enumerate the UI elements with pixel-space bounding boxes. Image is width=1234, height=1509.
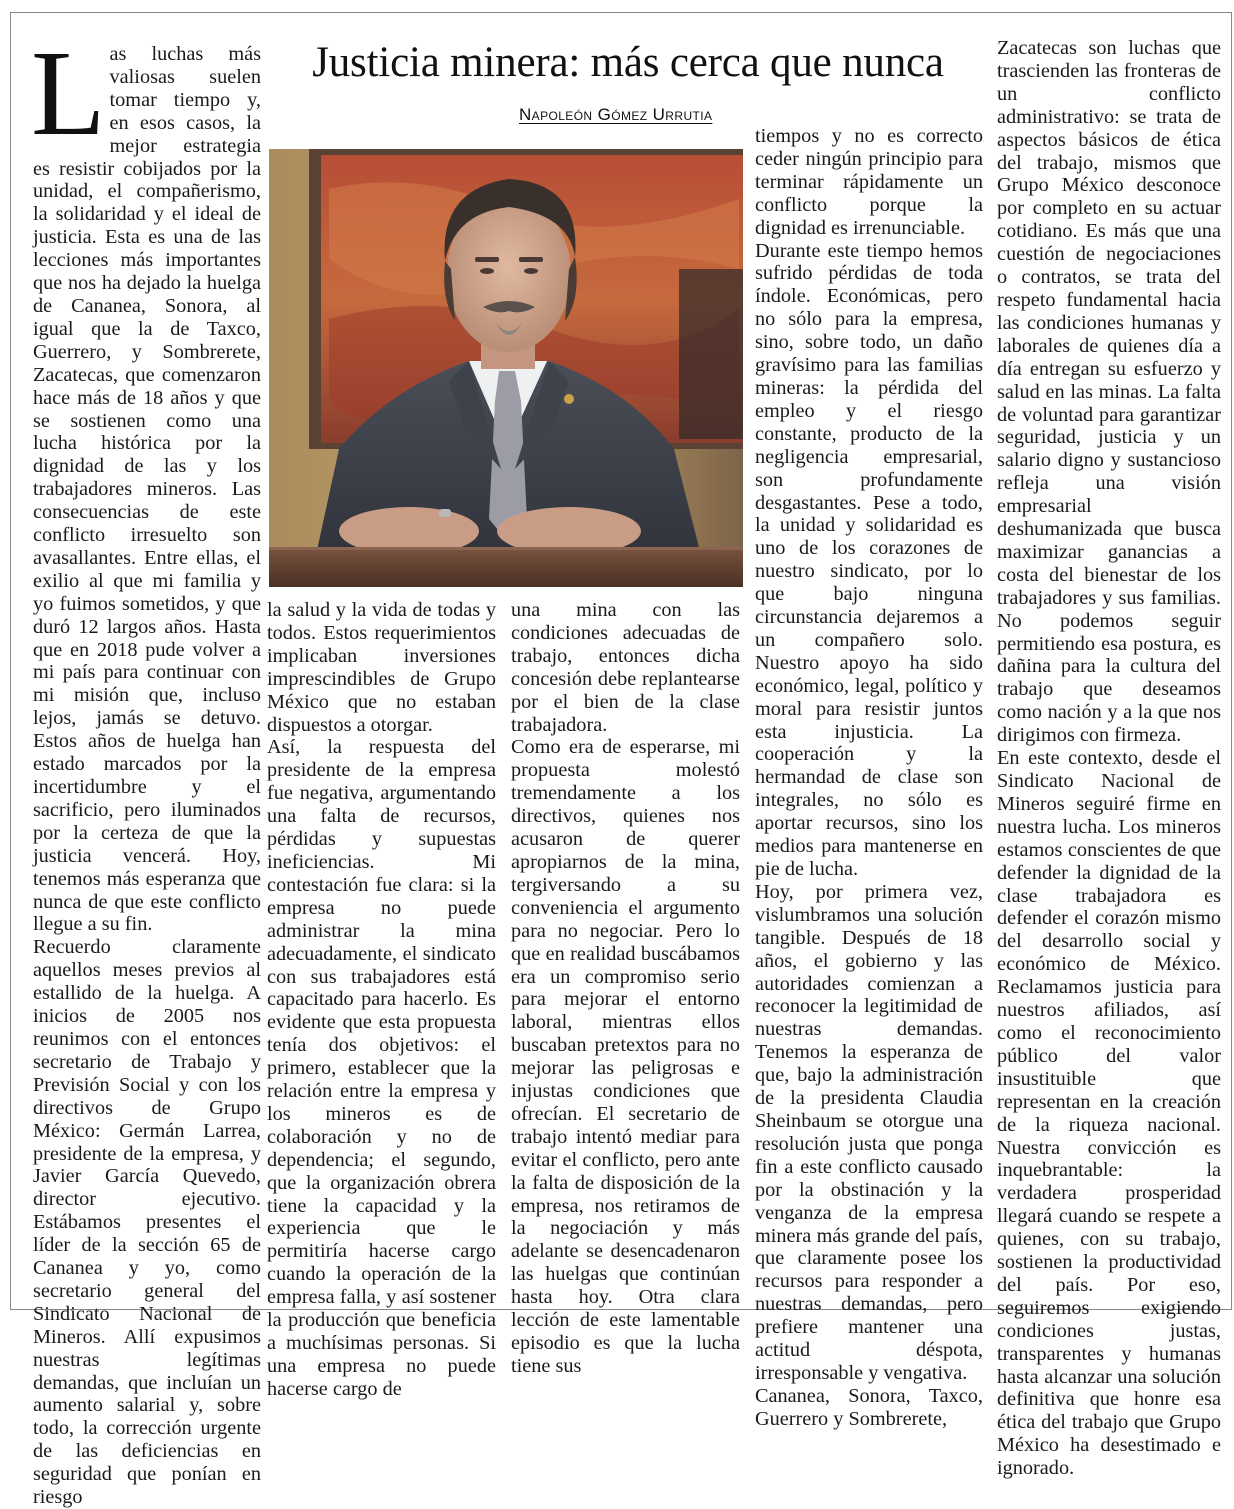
- paragraph: Como era de esperarse, mi propuesta molestó tremendamente a los directivos, quienes nos acusaron de querer apropiarnos de la mina, tergiversando a su conveniencia el argumento para no negociar. Pero lo que en realidad buscábamos era un compromiso serio para mejorar el entorno laboral, mientras ellos buscaban pretextos para no mejorar las peligrosas e injustas condiciones que ofrecían. El secretario de trabajo intentó mediar para evitar el conflicto, pero ante la falta de disposición de la empresa, nos retiramos de la negociación y más adelante se desencadenaron las huelgas que continúan hasta hoy. Otra clara lección de este lamentable episodio es que la lucha tiene sus: [511, 736, 740, 1377]
- paragraph: Durante este tiempo hemos sufrido pérdidas de toda índole. Económicas, pero no sólo para la empresa, sino, sobre todo, un daño gravísimo para las familias mineras: la pérdida del empleo y el riesgo constante, producto de la negligencia empresarial, son profundamente desgastantes. Pese a todo, la unidad y solidaridad es uno de los corazones de nuestro sindicato, por lo que bajo ninguna circunstancia dejaremos a un compañero solo. Nuestro apoyo ha sido económico, legal, político y moral para resistir juntos esta injusticia. La cooperación y la hermandad de clase son integrales, no sólo es aportar recursos, sino los medios para mantenerse en pie de lucha.: [755, 239, 983, 880]
- paragraph: la salud y la vida de todas y todos. Estos requerimientos implicaban inversiones imprescindibles de Grupo México que no estaban dispuestos a otorgar.: [267, 599, 496, 736]
- paragraph: Hoy, por primera vez, vislumbramos una solución tangible. Después de 18 años, el gobierno y las autoridades comienzan a reconocer la legitimidad de nuestras demandas. Tenemos la esperanza de que, bajo la administración de la presidenta Claudia Sheinbaum se otorgue una resolución justa que ponga fin a este conflicto causado por la obstinación y la venganza de la empresa minera más grande del país, que claramente posee los recursos para responder a nuestras demandas, pero prefiere mantener una actitud déspota, irresponsable y vengativa.: [755, 880, 983, 1384]
- paragraph: tiempos y no es correcto ceder ningún principio para terminar rápidamente un conflicto porque la dignidad es irrenunciable.: [755, 125, 983, 239]
- article-column-2: [267, 599, 496, 1400]
- article-column-3: [511, 599, 740, 1377]
- paragraph: Cananea, Sonora, Taxco, Guerrero y Sombrerete,: [755, 1384, 983, 1430]
- paragraph: En este contexto, desde el Sindicato Nacional de Mineros seguiré firme en nuestra lucha. Los mineros estamos conscientes de que defender la dignidad de la clase trabajadora es defender el corazón mismo del desarrollo social y económico de México. Reclamamos justicia para nuestros afiliados, así como el reconocimiento público del valor insustituible que representan en la creación de la riqueza nacional. Nuestra convicción es inquebrantable: la verdadera prosperidad llegará cuando se respete a quienes, con su trabajo, sostienen la productividad del país. Por eso, seguiremos exigiendo condiciones justas, transparentes y humanas hasta alcanzar una solución definitiva que honre esa ética del trabajo que Grupo México ha desestimado e ignorado.: [997, 747, 1221, 1480]
- article-title: Justicia minera: más cerca que nunca: [312, 39, 944, 86]
- paragraph: as luchas más valiosas suelen tomar tiempo y, en esos casos, la mejor estrategia es resistir cobijados por la unidad, el compañerismo, la solidaridad y el ideal de justicia. Esta es una de las lecciones más importantes que nos ha dejado la huelga de Cananea, Sonora, al igual que la de Taxco, Guerrero, y Sombrerete, Zacatecas, que comenzaron hace más de 18 años y que se sostienen como una lucha histórica por la dignidad de las y los trabajadores mineros. Las consecuencias de este conflicto irresuelto son avasallantes. Entre ellas, el exilio al que mi familia y yo fuimos sometidos, y que duró 12 largos años. Hasta que en 2018 pude volver a mi país para continuar con mi misión que, incluso lejos, jamás se detuvo. Estos años de huelga han estado marcados por la incertidumbre y el sacrificio, pero iluminados por la certeza de que la justicia vencerá. Hoy, tenemos más esperanza que nunca de que este conflicto llegue a su fin.: [33, 43, 261, 936]
- paragraph: Recuerdo claramente aquellos meses previos al estallido de la huelga. A inicios de 2005 nos reunimos con el entonces secretario de Trabajo y Previsión Social y con los directivos de Grupo México: Germán Larrea, presidente de la empresa, y Javier García Quevedo, director ejecutivo. Estábamos presentes el líder de la sección 65 de Cananea y yo, como secretario general del Sindicato Nacional de Mineros. Allí expusimos nuestras legítimas demandas, que incluían un aumento salarial y, sobre todo, la corrección urgente de las deficiencias en seguridad que ponían en riesgo: [33, 936, 261, 1509]
- paragraph: Zacatecas son luchas que trascienden las fronteras de un conflicto administrativo: se trata de aspectos básicos de ética del trabajo, mismos que Grupo México desconoce por completo en su actuar cotidiano. Es más que una cuestión de negociaciones o contratos, se trata del respeto fundamental hacia las condiciones humanas y laborales de quienes día a día entregan su esfuerzo y salud en las minas. La falta de voluntad para garantizar seguridad, justicia y un salario digno y sustancioso refleja una visión empresarial deshumanizada que busca maximizar ganancias a costa del bienestar de los trabajadores y sus familias. No podemos seguir permitiendo esa postura, es dañina para la cultura del trabajo que deseamos como nación y a la que nos dirigimos con firmeza.: [997, 37, 1221, 747]
- author-photo: [269, 149, 743, 587]
- article-column-1: [31, 26, 261, 1509]
- drop-cap: L: [31, 26, 106, 161]
- article-column-5: [997, 37, 1221, 1480]
- newspaper-page: [10, 12, 1232, 1509]
- author-byline: Napoleón Gómez Urrutia: [519, 105, 713, 124]
- paragraph: una mina con las condiciones adecuadas de trabajo, entonces dicha concesión debe replantearse por el bien de la clase trabajadora.: [511, 599, 740, 736]
- article-column-4: [755, 125, 983, 1430]
- paragraph: Así, la respuesta del presidente de la empresa fue negativa, argumentando una falta de recursos, pérdidas y supuestas ineficiencias. Mi contestación fue clara: si la empresa no puede administrar la mina adecuadamente, el sindicato con sus trabajadores está capacitado para hacerlo. Es evidente que esta propuesta tenía dos objetivos: el primero, establecer que la relación entre la empresa y los mineros es de colaboración y no de dependencia; el segundo, que la organización obrera tiene la capacidad y la experiencia que le permitiría hacerse cargo cuando la operación de la empresa falla, y así sostener la producción que beneficia a muchísimas personas. Si una empresa no puede hacerse cargo de: [267, 736, 496, 1400]
